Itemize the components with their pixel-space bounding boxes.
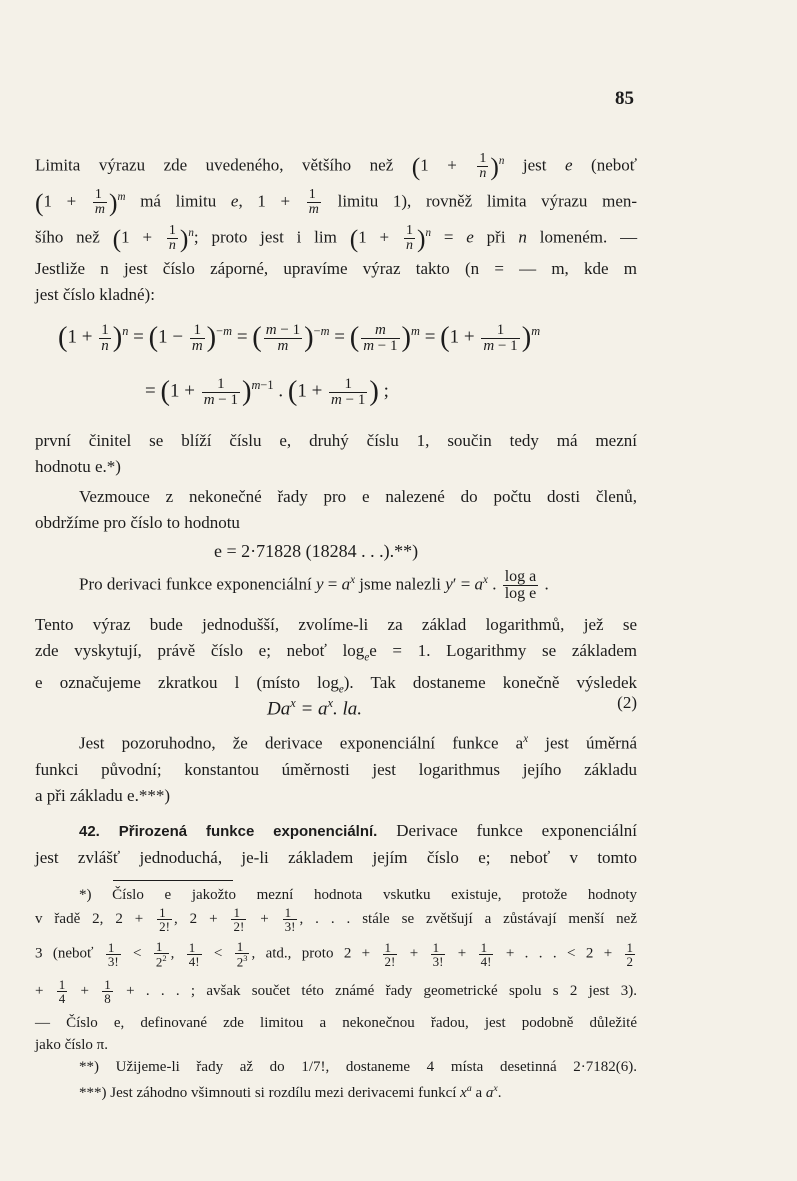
section-number: 42. [79,823,100,840]
formula-negative-n: (1 + $\frac{1}{n}$ )$^n$ = (1 − $\frac{1}{m}$ )$^{-m}$ = ( $\frac{m - 1}{m}$ )$^{-m}$ = ( $\frac{m}{m - 1}$ )$^m$ = (1 + $\frac{1}{m - 1}$ )$^m$ [58,321,541,354]
page-number: 85 [615,88,634,109]
paragraph-first-factor: první činitel se blíží číslu e, druhý číslu 1, součin tedy má mezní hodnotu e.*) [35,431,637,476]
paragraph-proportional: Jest pozoruhodno, že derivace exponenciální funkce $a^x$ jest úměrná funkci původní; konstantou úměrnosti jest logarithmus jejího základu a při základu e.***) [35,733,637,805]
section-42: 42. Přirozená funkce exponenciální. Derivace funkce exponenciální jest zvlášť jednoduchá, je-li základem jejím číslo e; neboť v tomto [35,821,638,867]
equation-2: $Da^x = a^x$. la. (2) [267,693,637,720]
paragraph-derivative: Pro derivaci funkce exponenciální $y = a^x$ jsme nalezli $y' = a^x$ . $\frac{\text{log a}}{\text{log e}}$ . [79,568,549,603]
paragraph-series: Vezmouce z nekonečné řady pro e nalezené do počtu dosti členů, obdržíme pro číslo to hodnotu [35,487,637,532]
paragraph-natural-log: Tento výraz bude jednodušší, zvolíme-li za základ logarithmů, jež se zde vyskytují, právě číslo e; neboť $\log_ee = 1$. Logarithmy se základem e označujeme zkratkou l (místo $\log_e$). Tak dostaneme konečně výsledek [35,615,637,696]
paragraph-limit: Limita výrazu zde uvedeného, většího než (1 + $\frac{1}{n}$ )$^n$ jest e (neboť (1 + $\frac{1}{m}$ )$^m$ má limitu e, 1 + $\frac{1}{m}$ limitu 1), rovněž limita výrazu men- šího než (1 + $\frac{1}{n}$ )$^n$; proto jest i lim (1 + $\frac{1}{n}$ )$^n$ = e při n lomeném. — Jestliže n jest číslo záporné, upravíme výraz takto (n = — m, kde m jest číslo kladné): [35,151,638,304]
formula-negative-n-line2: = (1 + $\frac{1}{m - 1}$ )$^{m-1}$ . (1 + $\frac{1}{m - 1}$ ) ; [145,375,389,408]
footnote-rule [113,880,233,881]
footnotes: *) Číslo e jakožto mezní hodnota vskutku existuje, protože hodnoty v řadě 2, 2 + $\frac{1}{2!}$ , 2 + $\frac{1}{2!}$ + $\frac{1}{3!}$ , . . . stále se zvětšují a zůstávají menší než 3 (neboť $\frac{1}{3!}$ < $\frac{1}{2^2}$ , $\frac{1}{4!}$ < $\frac{1}{2^3}$ , atd., proto 2 + $\frac{1}{2!}$ + $\frac{1}{3!}$ + $\frac{1}{4!}$ + . . . < 2 + $\frac{1}{2}$ + $\frac{1}{4}$ + $\frac{1}{8}$ + . . . ; avšak součet této známé řady geometrické spolu s 2 jest 3). — Číslo e, definované zde limitou a nekonečnou řadou, jest podobně důležité jako číslo π. **) Užijeme-li řady až do 1/7!, dostaneme 4 místa desetinná 2·7182(6). ***) Jest záhodno všimnouti si rozdílu mezi derivacemi funkcí $x^a$ a $a^x$. [35,887,637,1101]
section-title: Přirozená funkce exponenciální. [118,823,378,840]
e-value: e = 2·71828 (18284 . . .).**) [214,541,419,561]
